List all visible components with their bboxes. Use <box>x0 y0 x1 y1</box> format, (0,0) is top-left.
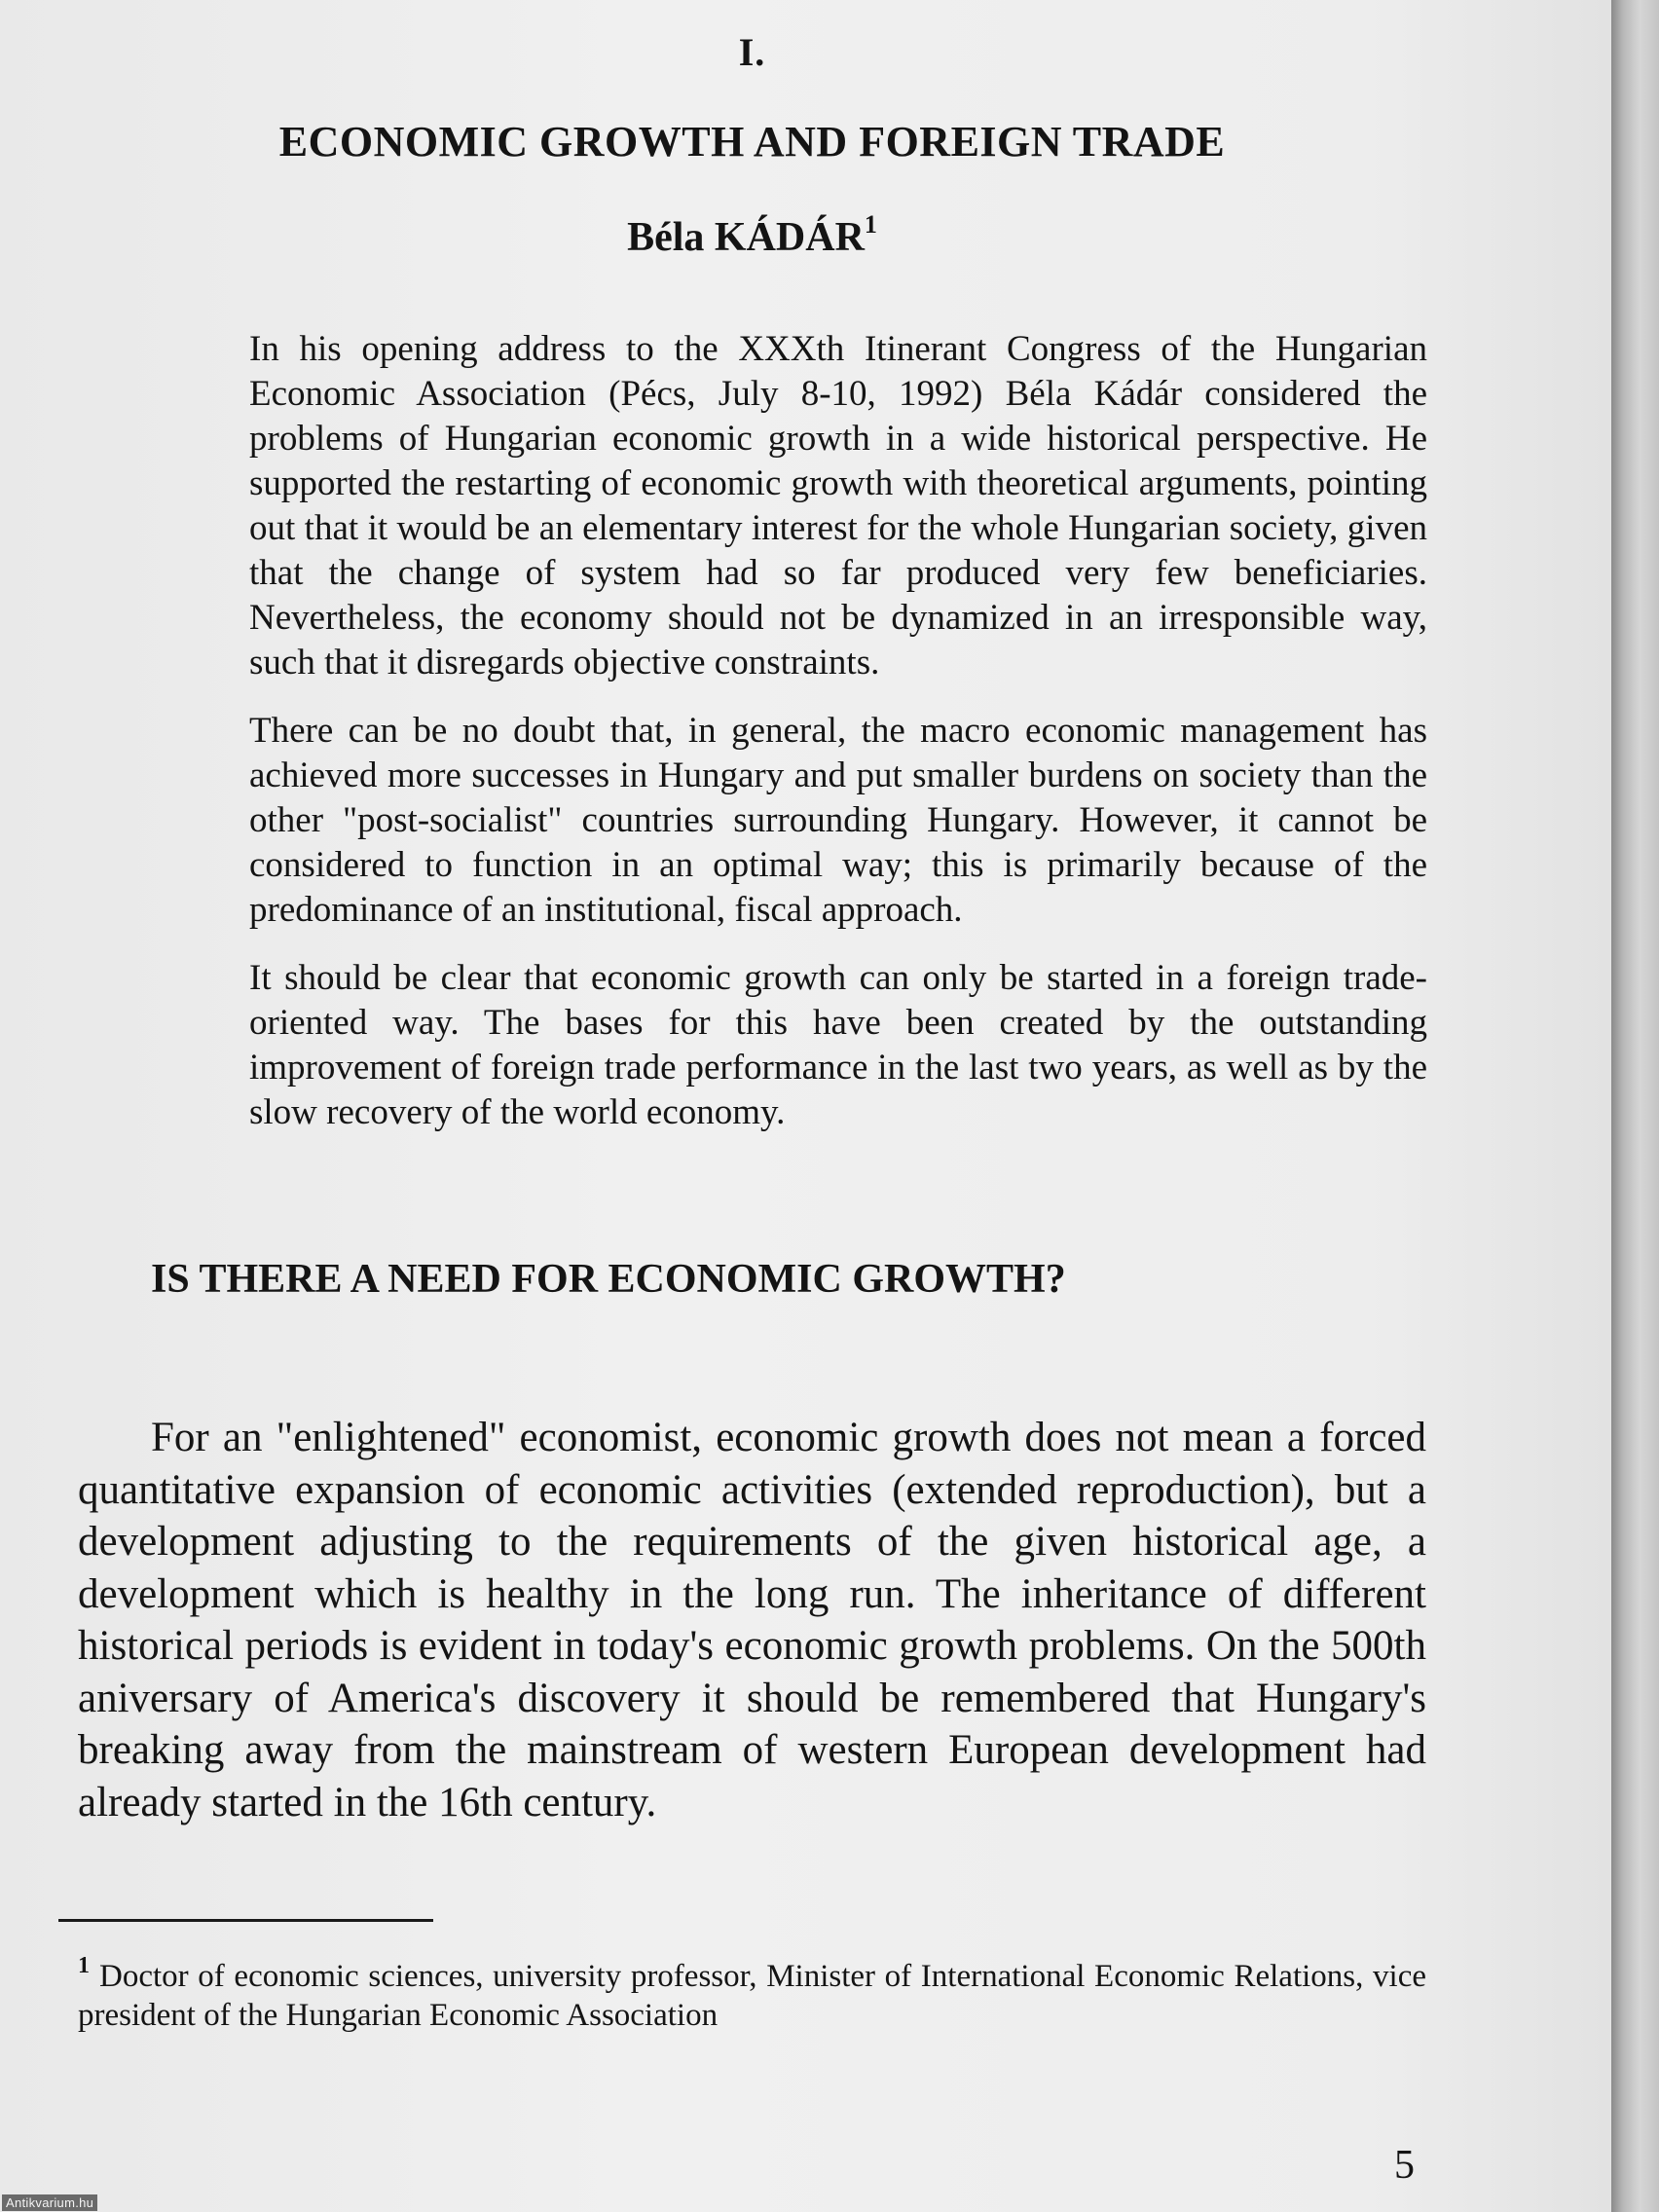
abstract-paragraph: In his opening address to the XXXth Itinerant Congress of the Hungarian Economic Association (Pécs, July 8-10, 1992) Béla Kádár considered the problems of Hungarian economic growth in a wide historical perspective. He supported the restarting of economic growth with theoretical arguments, pointing out that it would be an elementary interest for the whole Hungarian society, given that the change of system had so far produced very few beneficiaries. Nevertheless, the economy should not be dynamized in an irresponsible way, such that it disregards objective constraints. <box>249 329 1427 682</box>
body-paragraph: For an "enlightened" economist, economic growth does not mean a forced quantitative expansion of economic activities (extended reproduction), but a development adjusting to the requirements of the given historical age, a development which is healthy in the long run. The inheritance of different historical periods is evident in today's economic growth problems. On the 500th aniversary of America's discovery it should be remembered that Hungary's breaking away from the mainstream of western European development had already started in the 16th century. <box>78 1415 1426 1825</box>
page-number: 5 <box>1394 2143 1415 2188</box>
section-heading: IS THERE A NEED FOR ECONOMIC GROWTH? <box>151 1257 1066 1302</box>
author-footnote-mark: 1 <box>864 210 877 239</box>
book-spine-edge <box>1611 0 1659 2212</box>
footnote-text: Doctor of economic sciences, university professor, Minister of International Economic Relations, vice president of the Hungarian Economic Association <box>78 1959 1426 2033</box>
footnote-mark: 1 <box>78 1953 90 1978</box>
chapter-number: I. <box>738 30 766 74</box>
abstract-paragraph: There can be no doubt that, in general, the macro economic management has achieved more successes in Hungary and put smaller burdens on society than the other "post-socialist" countries surrounding Hungary. However, it cannot be considered to function in an optimal way; this is primarily because of the predominance of an institutional, fiscal approach. <box>249 711 1427 930</box>
author-line <box>0 210 1504 261</box>
abstract-paragraph: It should be clear that economic growth can only be started in a foreign trade-oriented way. The bases for this have been created by the outstanding improvement of foreign trade performance in the last two years, as well as by the slow recovery of the world economy. <box>249 958 1427 1132</box>
article-title: ECONOMIC GROWTH AND FOREIGN TRADE <box>278 118 1226 166</box>
footnote-divider <box>58 1919 433 1922</box>
watermark: Antikvarium.hu <box>2 2194 97 2211</box>
abstract <box>249 327 1427 1159</box>
author-name: Béla KÁDÁR <box>627 215 865 260</box>
footnote <box>78 1953 1426 2035</box>
